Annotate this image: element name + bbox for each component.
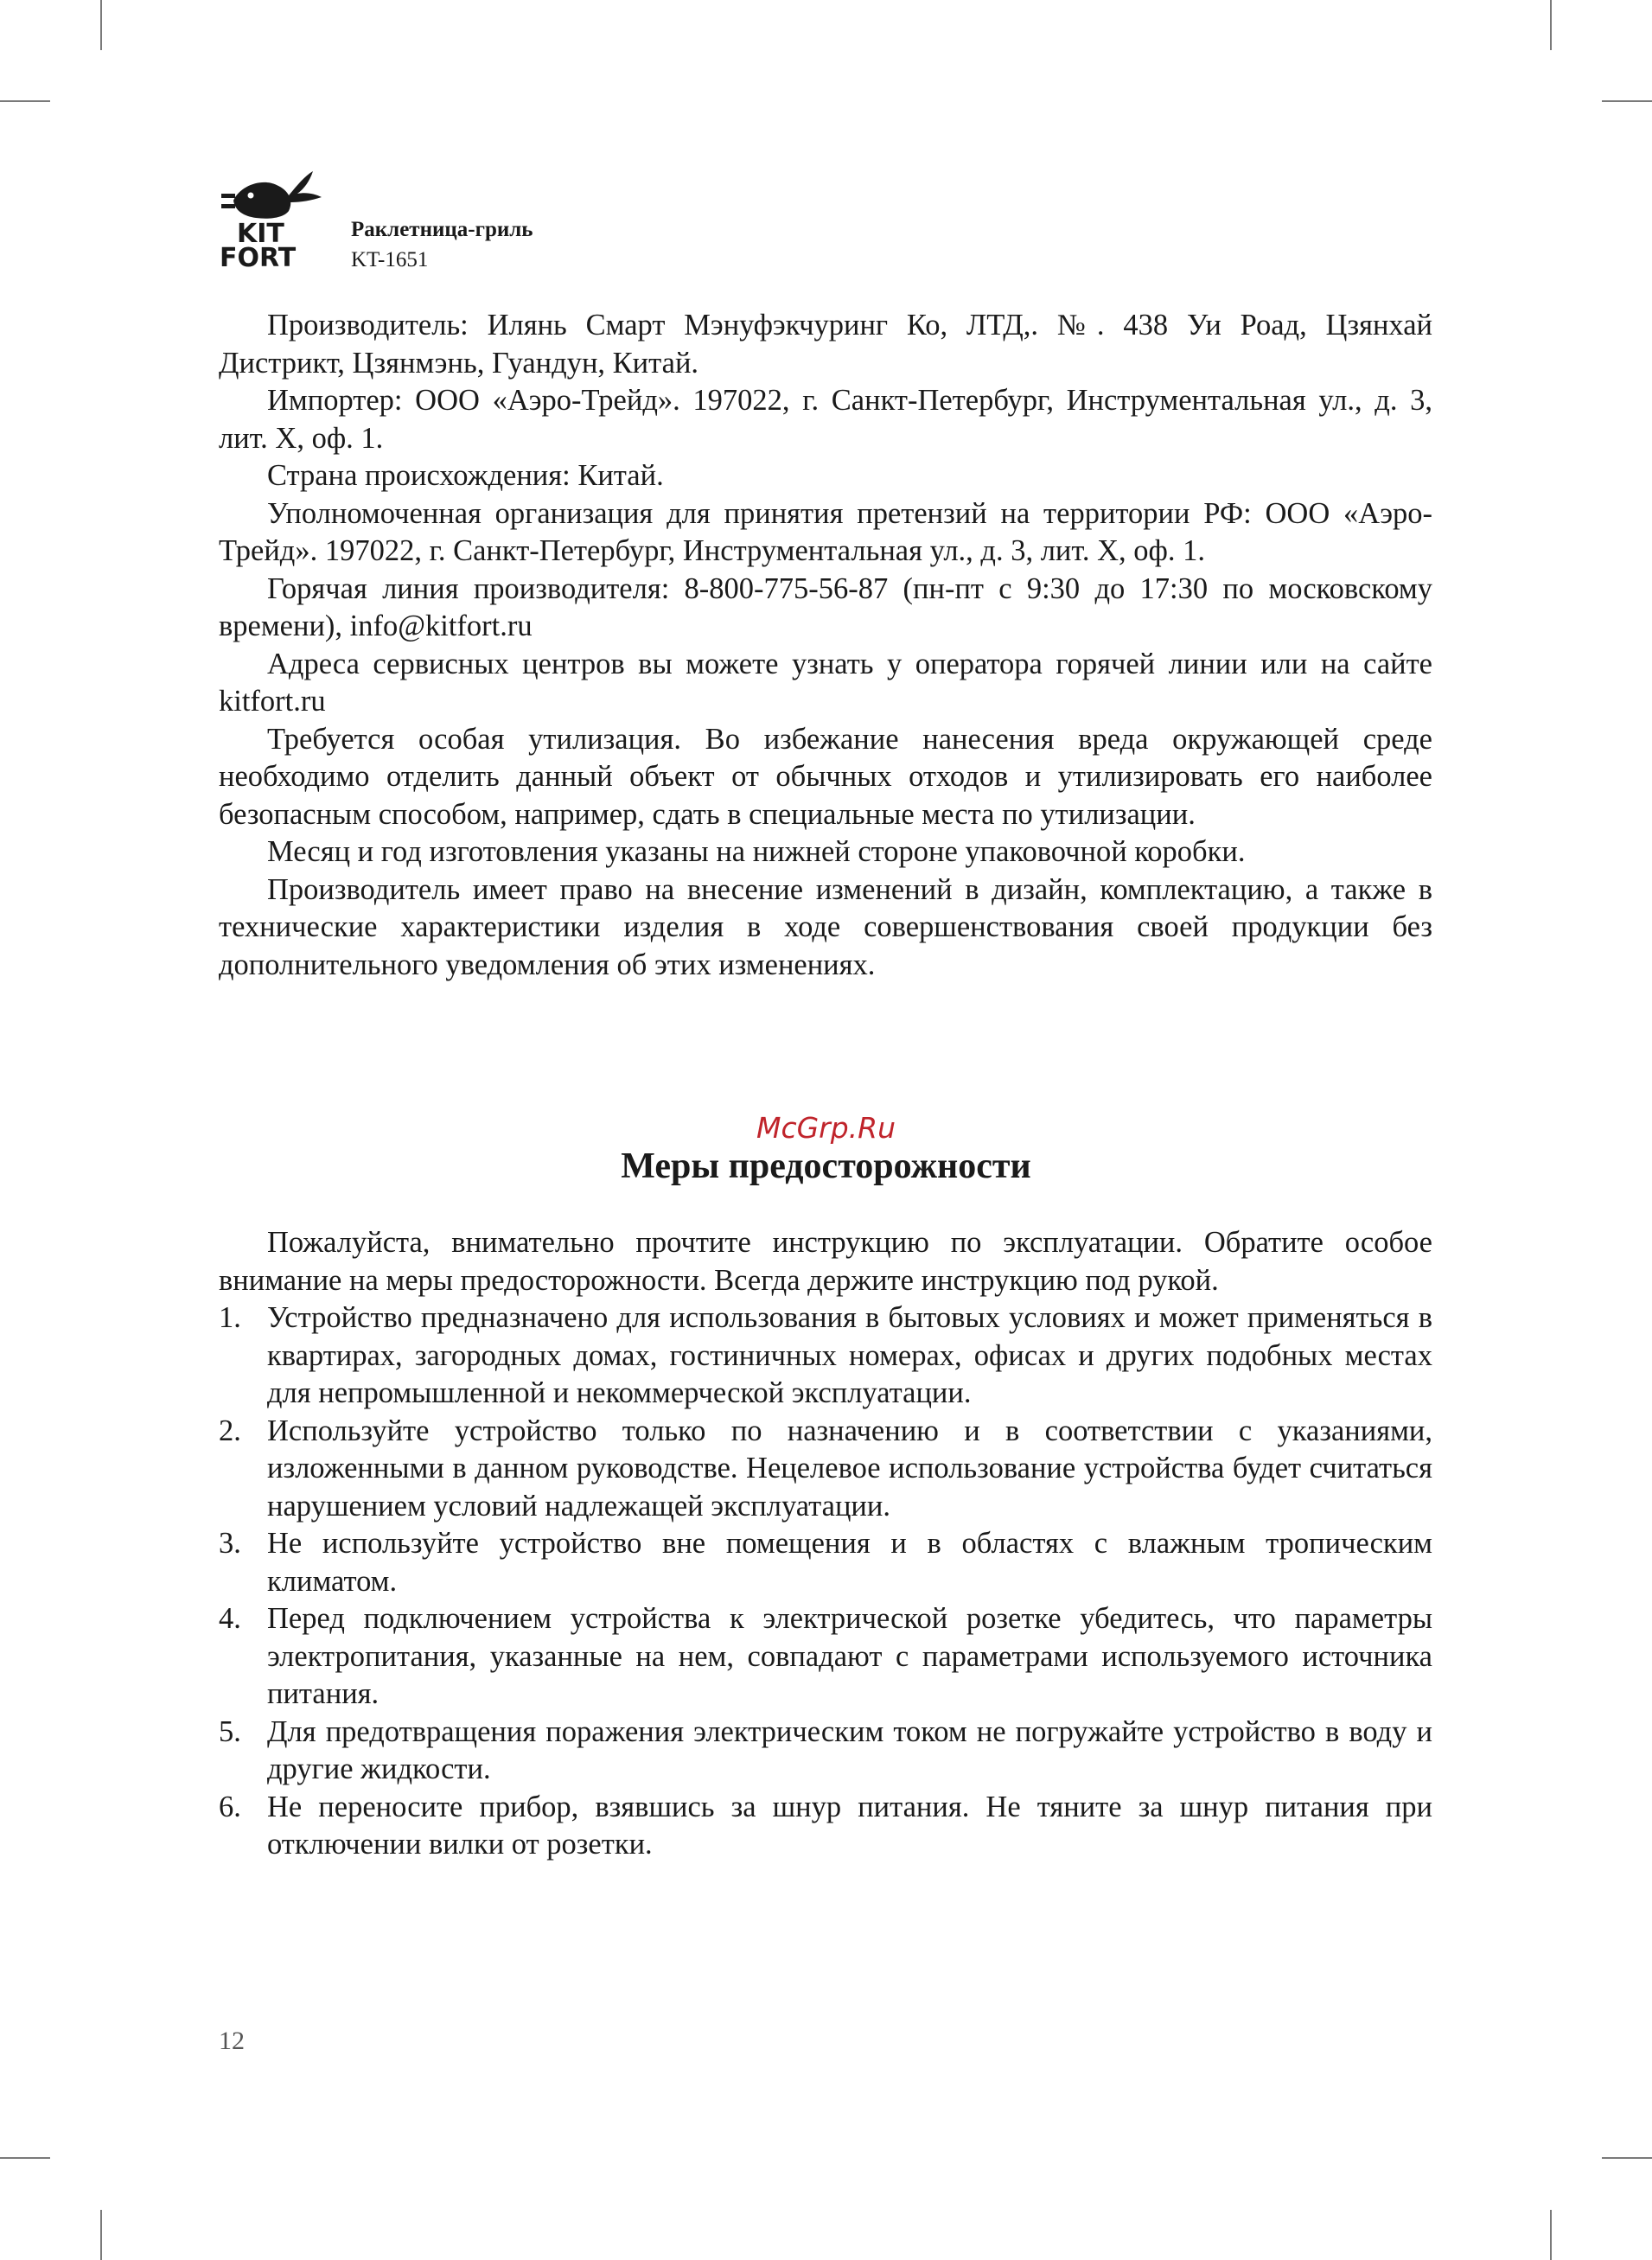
- page-header: [214, 166, 820, 278]
- item-number: 5.: [219, 1714, 241, 1748]
- item-text: Перед подключением устройства к электрической розетке убедитесь, что параметры электропитания, указанные на нем, совпадают с параметрами используемого источника питания.: [267, 1602, 1432, 1710]
- svg-text:FORT: FORT: [220, 243, 297, 270]
- model-name: KT-1651: [351, 248, 429, 271]
- crop-mark-left-top: [0, 100, 50, 102]
- item-text: Используйте устройство только по назначению и в соответствии с указаниями, изложенными в данном руководстве. Нецелевое использование устройства будет считаться нарушением условий надлежащей эксплуатации.: [267, 1414, 1432, 1523]
- precaution-item: [219, 1525, 1432, 1600]
- precaution-item: [219, 1299, 1432, 1413]
- changes-paragraph: Производитель имеет право на внесение изменений в дизайн, комплектацию, а также в технические характеристики изделия в ходе совершенствования своей продукции без дополнительного уведомления об этих изменениях.: [219, 872, 1432, 981]
- item-number: 6.: [219, 1790, 241, 1823]
- page-number: 12: [219, 2027, 245, 2055]
- svg-text:KIT: KIT: [237, 219, 284, 249]
- hotline-paragraph: Горячая линия производителя: 8-800-775-56-87 (пн-пт с 9:30 до 17:30 по московскому времени), info@kitfort.ru: [219, 571, 1432, 642]
- service-centers-paragraph: Адреса сервисных центров вы можете узнать у оператора горячей линии или на сайте kitfort.ru: [219, 647, 1432, 718]
- header-text: [351, 214, 533, 275]
- precaution-item: [219, 1600, 1432, 1714]
- item-number: 4.: [219, 1602, 241, 1635]
- item-number: 2.: [219, 1414, 241, 1447]
- watermark-text: McGrp.Ru: [756, 1111, 896, 1145]
- country-paragraph: Страна происхождения: Китай.: [267, 459, 664, 492]
- crop-mark-right-top: [1602, 100, 1652, 102]
- crop-mark-left-bottom: [0, 2157, 50, 2159]
- info-section: [219, 307, 1432, 984]
- importer-paragraph: Импортер: ООО «Аэро-Трейд». 197022, г. Санкт-Петербург, Инструментальная ул., д. 3, лит. Х, оф. 1.: [219, 384, 1432, 455]
- precaution-item: [219, 1789, 1432, 1864]
- kitfort-logo-mark: [214, 166, 327, 270]
- crop-mark-top-right: [1550, 0, 1552, 50]
- item-text: Для предотвращения поражения электрическим током не погружайте устройство в воду и другие жидкости.: [267, 1714, 1432, 1785]
- manufacturer-paragraph: Производитель: Илянь Смарт Мэнуфэкчуринг Ко, ЛТД,. №. 438 Уи Роад, Цзянхай Дистрикт, Цзянмэнь, Гуандун, Китай.: [219, 309, 1432, 380]
- precaution-item: [219, 1714, 1432, 1789]
- item-number: 3.: [219, 1527, 241, 1560]
- kitfort-logo: [214, 166, 327, 270]
- disposal-paragraph: Требуется особая утилизация. Во избежание нанесения вреда окружающей среде необходимо отделить данный объект от обычных отходов и утилизировать его наиболее безопасным способом, например, сдать в специальные места по утилизации.: [219, 722, 1432, 831]
- manufacture-date-paragraph: Месяц и год изготовления указаны на нижней стороне упаковочной коробки.: [267, 835, 1246, 868]
- item-number: 1.: [219, 1301, 241, 1334]
- crop-mark-right-bottom: [1602, 2157, 1652, 2159]
- crop-mark-top-left: [100, 0, 102, 50]
- product-name: Раклетница-гриль: [351, 218, 533, 241]
- authorized-org-paragraph: Уполномоченная организация для принятия претензий на территории РФ: ООО «Аэро-Трейд». 197022, г. Санкт-Петербург, Инструментальная ул., д. 3, лит. Х, оф. 1.: [219, 496, 1432, 567]
- item-text: Не используйте устройство вне помещения и в областях с влажным тропическим климатом.: [267, 1527, 1432, 1598]
- crop-mark-bottom-left: [100, 2210, 102, 2260]
- precautions-intro: Пожалуйста, внимательно прочтите инструкцию по эксплуатации. Обратите особое внимание на меры предосторожности. Всегда держите инструкцию под рукой.: [219, 1226, 1432, 1297]
- precaution-item: [219, 1413, 1432, 1526]
- crop-mark-bottom-right: [1550, 2210, 1552, 2260]
- section-title: Меры предосторожности: [621, 1146, 1031, 1186]
- precautions-section: [219, 1224, 1432, 1864]
- item-text: Устройство предназначено для использования в бытовых условиях и может применяться в квартирах, загородных домах, гостиничных номерах, офисах и других подобных местах для непромышленной и некоммерческой эксплуатации.: [267, 1301, 1432, 1409]
- item-text: Не переносите прибор, взявшись за шнур питания. Не тяните за шнур питания при отключении вилки от розетки.: [267, 1790, 1432, 1861]
